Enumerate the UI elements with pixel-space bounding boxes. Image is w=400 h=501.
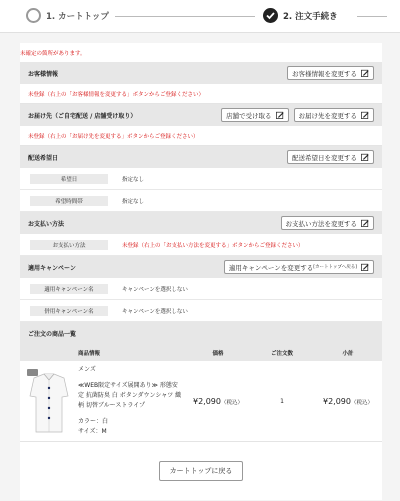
edit-icon (361, 69, 369, 77)
product-size: サイズ：M (78, 428, 107, 435)
campaign-row (20, 278, 382, 300)
field-value: キャンペーンを選択しない (122, 286, 188, 293)
field-label: 適用キャンペーン名 (30, 284, 108, 294)
footer (20, 442, 382, 500)
combined-campaign-row (20, 300, 382, 322)
edit-icon (361, 219, 369, 227)
product-quantity: 1 (250, 361, 314, 442)
product-price: ¥2,090（税込） (186, 361, 250, 442)
back-to-cart-button[interactable]: カートトップに戻る (159, 461, 244, 481)
store-pickup-button[interactable]: 店舗で受け取る (221, 108, 289, 122)
customer-section-header (20, 62, 382, 84)
error-message: 未確定の箇所があります。 (20, 43, 382, 62)
checkout-form (20, 43, 382, 500)
delivery-address-section-header (20, 104, 382, 126)
customer-warning: 未登録（右上の「お客様情報を変更する」ボタンからご登録ください） (20, 84, 382, 104)
delivery-address-warning: 未登録（右上の「お届け先を変更する」ボタンからご登録ください） (20, 126, 382, 146)
edit-icon (276, 111, 284, 119)
edit-icon (361, 153, 369, 161)
field-value: 未登録（右上の「お支払い方法を変更する」ボタンからご登録ください） (122, 242, 304, 249)
change-delivery-date-button[interactable]: 配送希望日を変更する (287, 150, 374, 164)
product-info (78, 361, 186, 441)
check-circle-icon (263, 8, 278, 23)
payment-section-header (20, 212, 382, 234)
field-label: 希望日 (30, 174, 108, 184)
column-header: 商品情報 (78, 344, 186, 361)
product-image[interactable] (26, 366, 72, 436)
change-customer-button[interactable]: お客様情報を変更する (287, 66, 374, 80)
section-title: お客様情報 (28, 70, 59, 78)
empty-circle-icon (26, 8, 41, 23)
section-title: 適用キャンペーン (28, 264, 76, 272)
edit-icon (361, 111, 369, 119)
column-header: 小計 (314, 344, 382, 361)
section-title: 配送希望日 (28, 154, 59, 162)
section-title: お支払い方法 (28, 220, 65, 228)
edit-icon (361, 263, 369, 271)
column-header: 価格 (186, 344, 250, 361)
change-payment-button[interactable]: お支払い方法を変更する (281, 216, 375, 230)
delivery-date-section-header (20, 146, 382, 168)
section-title: ご注文の商品一覧 (28, 330, 77, 338)
field-value: キャンペーンを選択しない (122, 308, 188, 315)
product-name[interactable]: ≪WEB限定サイズ展開あり≫ 形態安定 抗菌防臭 白 ボタンダウンシャツ 織柄 切替ブルーストライプ (78, 382, 182, 409)
product-subtotal: ¥2,090（税込） (314, 361, 382, 442)
field-label: 併用キャンペーン名 (30, 306, 108, 316)
order-items-table (20, 344, 382, 442)
field-value: 指定なし (122, 176, 145, 183)
step-label: 2. 注文手続き (283, 11, 338, 22)
order-items-section-header (20, 322, 382, 344)
payment-method-row (20, 234, 382, 256)
delivery-date-row (20, 168, 382, 190)
campaign-section-header (20, 256, 382, 278)
product-category: メンズ (78, 366, 96, 373)
step-label: 1. カートトップ (46, 11, 109, 22)
product-color: カラー：白 (78, 418, 109, 425)
step-divider (357, 16, 387, 17)
change-campaign-button[interactable]: 適用キャンペーンを変更する [カートトップへ戻る] (224, 260, 374, 274)
field-label: お支払い方法 (30, 240, 108, 250)
progress-steps (0, 0, 400, 33)
table-row (20, 361, 382, 442)
section-title: お届け先（ご自宅配送 / 店舗受け取り） (28, 112, 137, 120)
field-label: 希望時間帯 (30, 196, 108, 206)
change-delivery-address-button[interactable]: お届け先を変更する (294, 108, 375, 122)
step-cart-top (26, 8, 109, 23)
step-divider (115, 16, 255, 17)
column-header: ご注文数 (250, 344, 314, 361)
step-checkout (263, 8, 338, 23)
field-value: 指定なし (122, 198, 145, 205)
delivery-time-row (20, 190, 382, 212)
